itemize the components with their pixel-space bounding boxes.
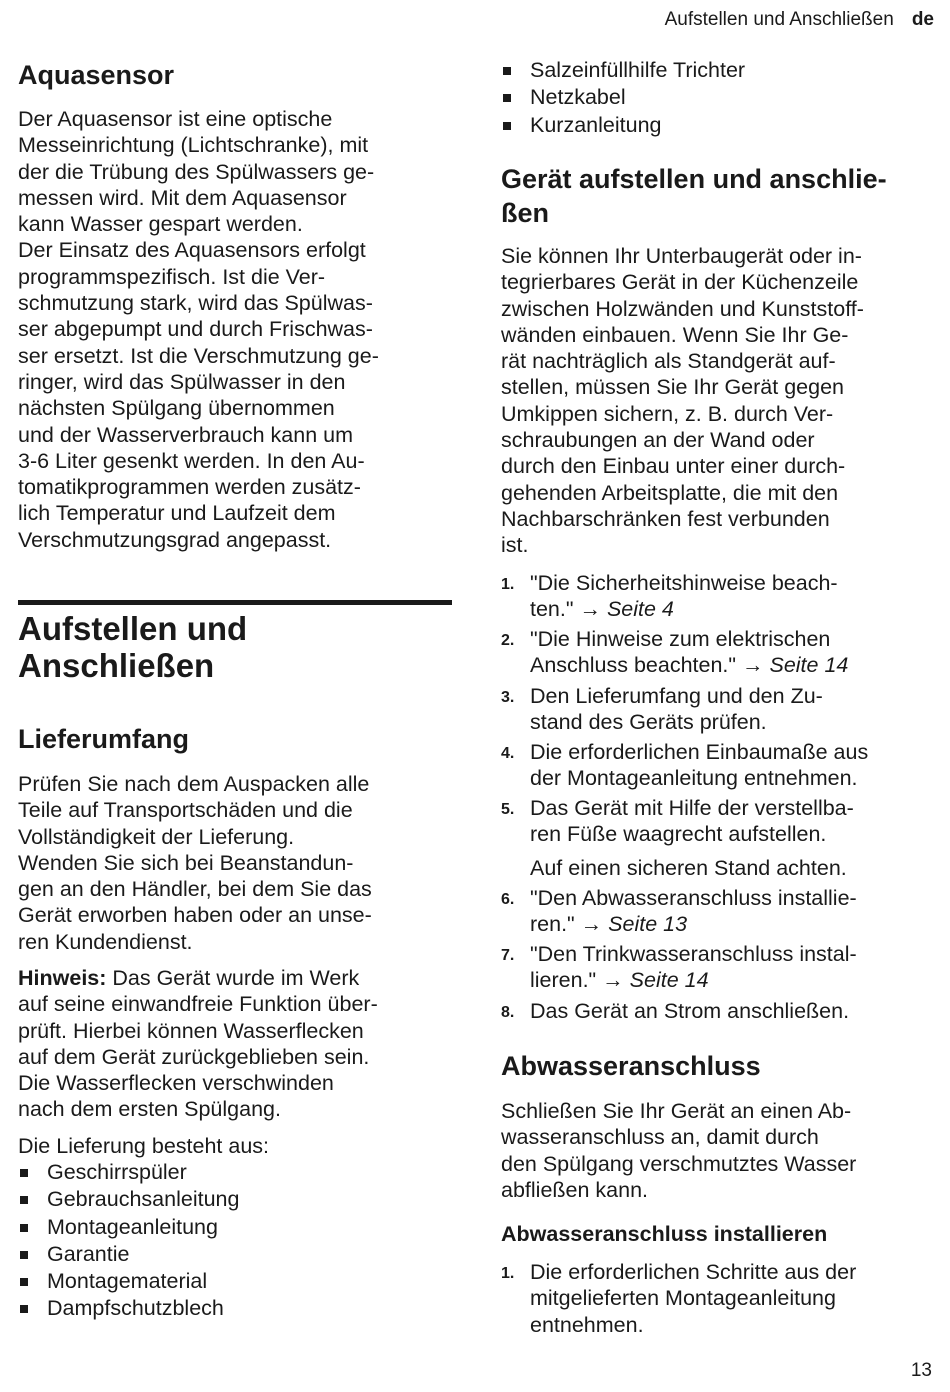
step-number: 6. [501,891,515,908]
step-number: 7. [501,947,515,964]
hinweis-note [18,965,452,1123]
list-item: Montageanleitung [18,1214,452,1241]
list-item: Netzkabel [501,84,933,111]
step-text: Die erforderlichen Einbaumaße aus der Montageanleitung entnehmen. [530,740,869,791]
page-reference: Seite 4 [606,597,674,622]
delivery-list-continued [501,57,933,139]
list-item: Geschirrspüler [18,1159,452,1186]
chapter-title: Aufstellen und Anschließen [18,610,248,684]
header-language-code: de [911,9,934,30]
aquasensor-text: Der Aquasensor ist eine optische Messeinrichtung (Lichtschranke), mit der die Trübung des Spülwassers ge- messen wird. Mit dem Aquasensor kann Wasser gespart werden. Der Einsatz des Aquasensors erfolgt programmspezifisch. Ist die Ver- schmutzung stark, wird das Spülwas- ser abgepumpt und durch Frischwas- ser ersetzt. Ist die Verschmutzung ge- ringer, wird das Spülwasser in den nächsten Spülgang übernommen und der Wasserverbrauch kann um 3-6 Liter gesenkt werden. In den Au- tomatikprogrammen werden zusätz- lich Temperatur und Laufzeit dem Verschmutzungsgrad angepasst. [18,107,379,552]
step-number: 5. [501,801,515,818]
aufstellen-text: Sie können Ihr Unterbaugerät oder in- tegrierbares Gerät in der Küchenzeile zwischen Holzwänden und Kunststoff- wänden einbauen. Wenn Sie Ihr Ge- rät nachträglich als Standgerät auf- stellen, müssen Sie Ihr Gerät gegen Umkippen sichern, z. B. durch Ver- schraubungen an der Wand oder durch den Einbau unter einer durch- gehenden Arbeitsplatte, die mit den Nachbarschränken fest verbunden ist. [501,244,864,558]
step-number: 3. [501,689,515,706]
step-text: Den Lieferumfang und den Zu- stand des Geräts prüfen. [530,684,823,735]
step-number: 8. [501,1004,515,1021]
step-note-text: Auf einen sicheren Stand achten. [530,856,847,880]
list-item: Gebrauchsanleitung [18,1186,452,1213]
step-item [501,1259,933,1338]
hinweis-label: Hinweis: [18,966,107,990]
list-item: Kurzanleitung [501,112,933,139]
step-text: "Den Trinkwasseranschluss instal- lieren." → [530,942,857,993]
step-item [501,941,933,994]
delivery-intro: Die Lieferung besteht aus: [18,1134,269,1158]
step-item [501,795,933,848]
step-item [501,570,933,623]
running-header [665,6,934,34]
step-item [501,626,933,679]
step-text: Die erforderlichen Schritte aus der mitgelieferten Montageanleitung entnehmen. [530,1260,857,1337]
hinweis-text: Das Gerät wurde im Werk auf seine einwandfreie Funktion über- prüft. Hierbei können Wasserflecken auf dem Gerät zurückgeblieben sein. Die Wasserflecken verschwinden nach dem ersten Spülgang. [18,966,378,1122]
step-number: 1. [501,1265,515,1282]
step-number: 1. [501,576,515,593]
list-item: Dampfschutzblech [18,1295,452,1322]
step-item [501,739,933,792]
header-section-title: Aufstellen und Anschließen [664,9,894,30]
abwasser-subheading: Abwasseranschluss installieren [501,1222,828,1246]
page-number: 13 [910,1360,932,1381]
step-item [501,998,933,1024]
page-reference: Seite 14 [769,653,849,678]
list-item: Garantie [18,1241,452,1268]
list-item: Salzeinfüllhilfe Trichter [501,57,933,84]
step-text: "Die Hinweise zum elektrischen Anschluss beachten." → [530,627,831,678]
step-text: Das Gerät an Strom anschließen. [530,999,850,1023]
lieferumfang-heading: Lieferumfang [18,724,190,754]
page-reference: Seite 14 [629,968,709,993]
step-item [501,683,933,736]
list-item: Montagematerial [18,1268,452,1295]
aquasensor-heading: Aquasensor [18,60,175,90]
chapter-divider [18,600,452,605]
step-number: 2. [501,632,515,649]
step-5-note [501,855,933,881]
abwasser-heading: Abwasseranschluss [501,1051,761,1081]
delivery-list [18,1159,452,1323]
step-item [501,885,933,938]
step-text: Das Gerät mit Hilfe der verstellba- ren Füße waagrecht aufstellen. [530,796,854,847]
aufstellen-heading: Gerät aufstellen und anschlie- ßen [501,164,887,228]
abwasser-text: Schließen Sie Ihr Gerät an einen Ab- wasseranschluss an, damit durch den Spülgang verschmutztes Wasser abfließen kann. [501,1099,857,1202]
step-number: 4. [501,745,515,762]
step-text: "Den Abwasseranschluss installie- ren." → [530,886,857,937]
lieferumfang-text: Prüfen Sie nach dem Auspacken alle Teile auf Transportschäden und die Vollständigkeit der Lieferung. Wenden Sie sich bei Beanstandun- gen an den Händler, bei dem Sie das Gerät erworben haben oder an unse- ren Kundendienst. [18,772,372,954]
page-reference: Seite 13 [608,912,688,937]
step-text: "Die Sicherheitshinweise beach- ten." → [530,571,838,622]
